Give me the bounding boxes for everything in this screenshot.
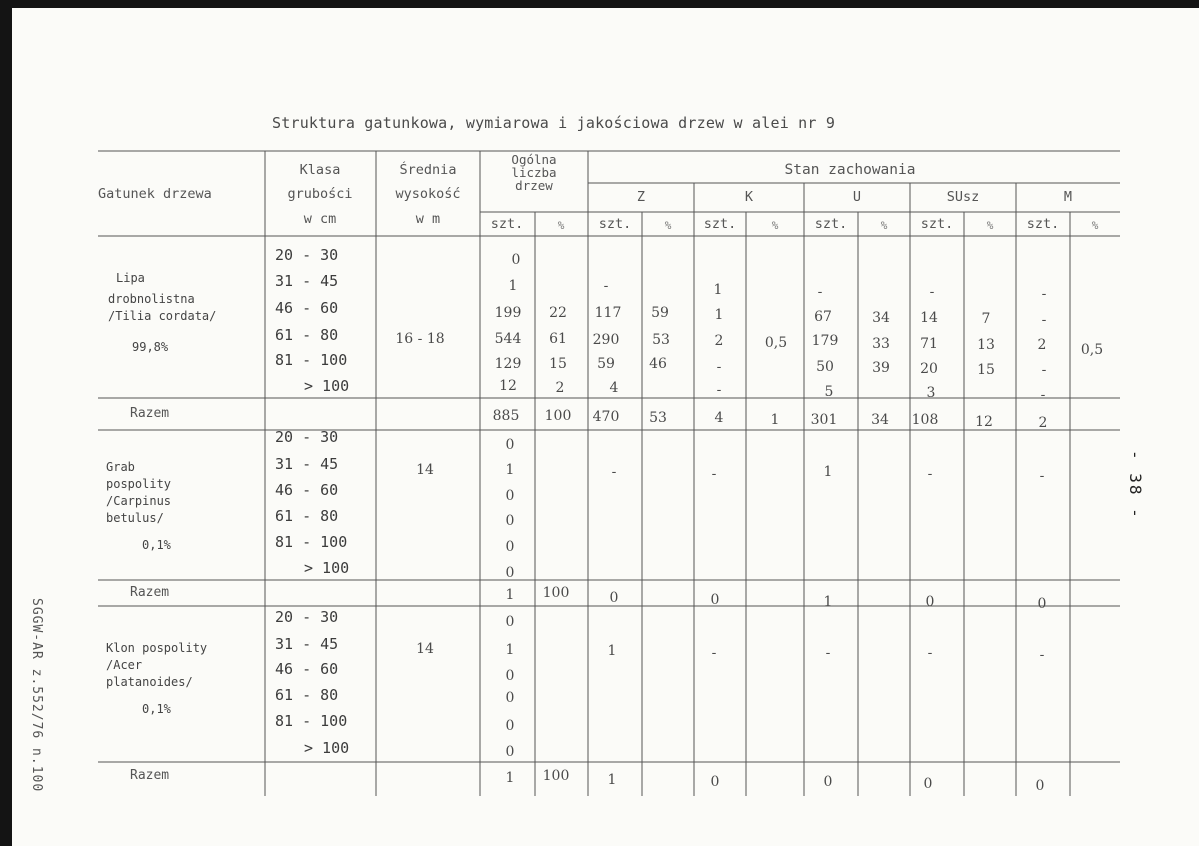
diameter-class: 31 - 45 xyxy=(275,272,339,290)
cell-m-szt: - xyxy=(1040,387,1046,403)
razem-m-szt: 0 xyxy=(1035,778,1045,794)
cell-z-pct: 46 xyxy=(649,356,667,372)
diameter-class: 46 - 60 xyxy=(275,481,339,499)
header-group-m: M xyxy=(1063,189,1073,205)
count-total: 0 xyxy=(505,488,515,504)
razem-susz-pct: 12 xyxy=(975,414,993,430)
species-name-line: drobnolistna xyxy=(108,292,195,306)
diameter-class: > 100 xyxy=(304,377,350,395)
header-group-u: U xyxy=(852,189,862,205)
razem-pct: 100 xyxy=(544,408,572,424)
species-name-line: platanoides/ xyxy=(106,675,193,689)
species-name-line: pospolity xyxy=(106,477,172,491)
diameter-class: 81 - 100 xyxy=(275,351,348,369)
species-share: 99,8% xyxy=(132,340,169,354)
diameter-class: 31 - 45 xyxy=(275,635,339,653)
group-summary-k: - xyxy=(711,645,717,661)
cell-z-pct: 59 xyxy=(651,305,669,321)
species-name-line: /Acer xyxy=(106,658,143,672)
razem-label: Razem xyxy=(130,585,170,600)
cell-u-szt: - xyxy=(817,284,823,300)
header-klasa-1: Klasa xyxy=(299,162,341,178)
razem-label: Razem xyxy=(130,406,170,421)
diameter-class: 20 - 30 xyxy=(275,246,339,264)
razem-k-szt: 0 xyxy=(710,774,720,790)
cell-u-szt: 179 xyxy=(811,333,839,349)
header-szt: szt. xyxy=(598,216,632,232)
count-total: 129 xyxy=(494,356,522,372)
diameter-class: > 100 xyxy=(304,559,350,577)
header-pct: % xyxy=(771,219,779,232)
razem-pct: 100 xyxy=(542,585,570,601)
cell-m-szt: - xyxy=(1041,362,1047,378)
header-szt: szt. xyxy=(814,216,848,232)
header-szt: szt. xyxy=(1026,216,1060,232)
header-stan: Stan zachowania xyxy=(784,162,916,178)
species-name-line: Klon pospolity xyxy=(106,641,208,655)
count-pct: 2 xyxy=(555,380,565,396)
header-srednia-3: w m xyxy=(415,211,441,227)
header-srednia-2: wysokość xyxy=(395,186,461,202)
cell-susz-pct: 13 xyxy=(977,337,995,353)
razem-label: Razem xyxy=(130,768,170,783)
count-total: 1 xyxy=(505,462,515,478)
cell-susz-szt: 71 xyxy=(920,336,938,352)
cell-m-szt: - xyxy=(1041,312,1047,328)
count-total: 0 xyxy=(505,718,515,734)
cell-susz-pct: 15 xyxy=(977,362,995,378)
razem-z-pct: 53 xyxy=(649,410,667,426)
razem-k-szt: 4 xyxy=(714,410,724,426)
count-total: 0 xyxy=(505,614,515,630)
header-group-susz: SUsz xyxy=(946,189,980,205)
razem-total: 885 xyxy=(492,408,520,424)
cell-k-szt: 1 xyxy=(713,282,723,298)
header-klasa-2: grubości xyxy=(287,186,353,202)
table-title: Struktura gatunkowa, wymiarowa i jakościowa drzew w alei nr 9 xyxy=(272,114,836,132)
mean-height: 14 xyxy=(416,641,434,657)
header-pct: % xyxy=(880,219,888,232)
species-name-line: /Carpinus xyxy=(106,494,172,508)
count-total: 0 xyxy=(505,690,515,706)
razem-m-szt: 0 xyxy=(1037,596,1047,612)
razem-susz-szt: 108 xyxy=(911,412,939,428)
species-name-line: betulus/ xyxy=(106,511,164,525)
cell-susz-szt: 20 xyxy=(920,361,938,377)
diameter-class: 61 - 80 xyxy=(275,326,339,344)
diameter-class: 46 - 60 xyxy=(275,660,339,678)
header-pct: % xyxy=(1091,219,1099,232)
razem-susz-szt: 0 xyxy=(925,594,935,610)
razem-pct: 100 xyxy=(542,768,570,784)
diameter-class: 31 - 45 xyxy=(275,455,339,473)
razem-z-szt: 0 xyxy=(609,590,619,606)
cell-k-szt: - xyxy=(716,382,722,398)
page-number: - 38 - xyxy=(1126,450,1145,520)
cell-z-szt: 4 xyxy=(609,380,619,396)
species-name-line: Grab xyxy=(106,460,135,474)
count-total: 0 xyxy=(505,437,515,453)
razem-total: 1 xyxy=(505,587,515,603)
cell-m-pct: 0,5 xyxy=(1080,342,1104,358)
razem-u-szt: 1 xyxy=(823,594,833,610)
razem-u-pct: 34 xyxy=(871,412,889,428)
species-name-line: Lipa xyxy=(116,271,145,285)
cell-susz-szt: - xyxy=(929,284,935,300)
group-summary-z: - xyxy=(611,464,617,480)
count-total: 0 xyxy=(511,252,521,268)
count-total: 199 xyxy=(494,305,522,321)
count-total: 0 xyxy=(505,565,515,581)
cell-m-szt: - xyxy=(1041,286,1047,302)
cell-susz-szt: 3 xyxy=(926,385,936,401)
count-total: 0 xyxy=(505,539,515,555)
count-total: 0 xyxy=(505,668,515,684)
species-share: 0,1% xyxy=(142,702,171,716)
cell-z-szt: - xyxy=(603,278,609,294)
diameter-class: 20 - 30 xyxy=(275,608,339,626)
cell-u-szt: 67 xyxy=(814,309,832,325)
razem-k-szt: 0 xyxy=(710,592,720,608)
cell-m-szt: 2 xyxy=(1037,337,1047,353)
cell-z-szt: 59 xyxy=(597,356,615,372)
group-summary-m: - xyxy=(1039,647,1045,663)
razem-total: 1 xyxy=(505,770,515,786)
header-pct: % xyxy=(557,219,565,232)
group-summary-susz: - xyxy=(927,466,933,482)
diameter-class: > 100 xyxy=(304,739,350,757)
header-szt: szt. xyxy=(490,216,524,232)
count-total: 1 xyxy=(508,278,518,294)
cell-k-pct: 0,5 xyxy=(764,335,788,351)
count-pct: 22 xyxy=(549,305,567,321)
diameter-class: 20 - 30 xyxy=(275,428,339,446)
group-summary-m: - xyxy=(1039,468,1045,484)
header-szt: szt. xyxy=(703,216,737,232)
count-total: 0 xyxy=(505,744,515,760)
cell-z-pct: 53 xyxy=(652,332,670,348)
header-group-z: Z xyxy=(636,189,646,205)
diameter-class: 81 - 100 xyxy=(275,533,348,551)
count-pct: 15 xyxy=(549,356,567,372)
group-summary-susz: - xyxy=(927,645,933,661)
cell-z-szt: 290 xyxy=(592,332,620,348)
count-total: 544 xyxy=(494,331,522,347)
header-ogolna-2: liczba xyxy=(511,165,557,180)
count-pct: 61 xyxy=(549,331,567,347)
cell-u-szt: 5 xyxy=(824,384,834,400)
razem-m-szt: 2 xyxy=(1038,415,1048,431)
cell-susz-pct: 7 xyxy=(981,311,991,327)
count-total: 1 xyxy=(505,642,515,658)
header-species: Gatunek drzewa xyxy=(98,186,212,202)
razem-u-szt: 0 xyxy=(823,774,833,790)
cell-k-szt: - xyxy=(716,359,722,375)
header-pct: % xyxy=(986,219,994,232)
header-ogolna-1: Ogólna xyxy=(511,152,557,167)
header-pct: % xyxy=(664,219,672,232)
mean-height: 16 - 18 xyxy=(395,331,445,347)
group-summary-k: - xyxy=(711,466,717,482)
razem-z-szt: 1 xyxy=(607,772,617,788)
diameter-class: 46 - 60 xyxy=(275,299,339,317)
print-stamp: SGGW-AR z.552/76 n.100 xyxy=(29,598,44,793)
cell-u-pct: 39 xyxy=(872,360,890,376)
diameter-class: 81 - 100 xyxy=(275,712,348,730)
group-summary-u: 1 xyxy=(823,464,833,480)
header-group-k: K xyxy=(744,189,754,205)
cell-k-szt: 2 xyxy=(714,333,724,349)
diameter-class: 61 - 80 xyxy=(275,686,339,704)
group-summary-z: 1 xyxy=(607,643,617,659)
razem-u-szt: 301 xyxy=(810,412,838,428)
razem-k-pct: 1 xyxy=(770,412,780,428)
header-ogolna-3: drzew xyxy=(515,178,553,193)
cell-u-pct: 33 xyxy=(872,336,890,352)
diameter-class: 61 - 80 xyxy=(275,507,339,525)
header-srednia-1: Średnia xyxy=(399,162,457,178)
species-name-line: /Tilia cordata/ xyxy=(108,309,217,323)
cell-z-szt: 117 xyxy=(594,305,622,321)
group-summary-u: - xyxy=(825,645,831,661)
count-total: 12 xyxy=(499,378,517,394)
count-total: 0 xyxy=(505,513,515,529)
mean-height: 14 xyxy=(416,462,434,478)
species-share: 0,1% xyxy=(142,538,171,552)
header-klasa-3: w cm xyxy=(303,211,337,227)
cell-u-pct: 34 xyxy=(872,310,890,326)
header-szt: szt. xyxy=(920,216,954,232)
cell-k-szt: 1 xyxy=(714,307,724,323)
razem-z-szt: 470 xyxy=(592,409,620,425)
cell-u-szt: 50 xyxy=(816,359,834,375)
cell-susz-szt: 14 xyxy=(920,310,938,326)
razem-susz-szt: 0 xyxy=(923,776,933,792)
